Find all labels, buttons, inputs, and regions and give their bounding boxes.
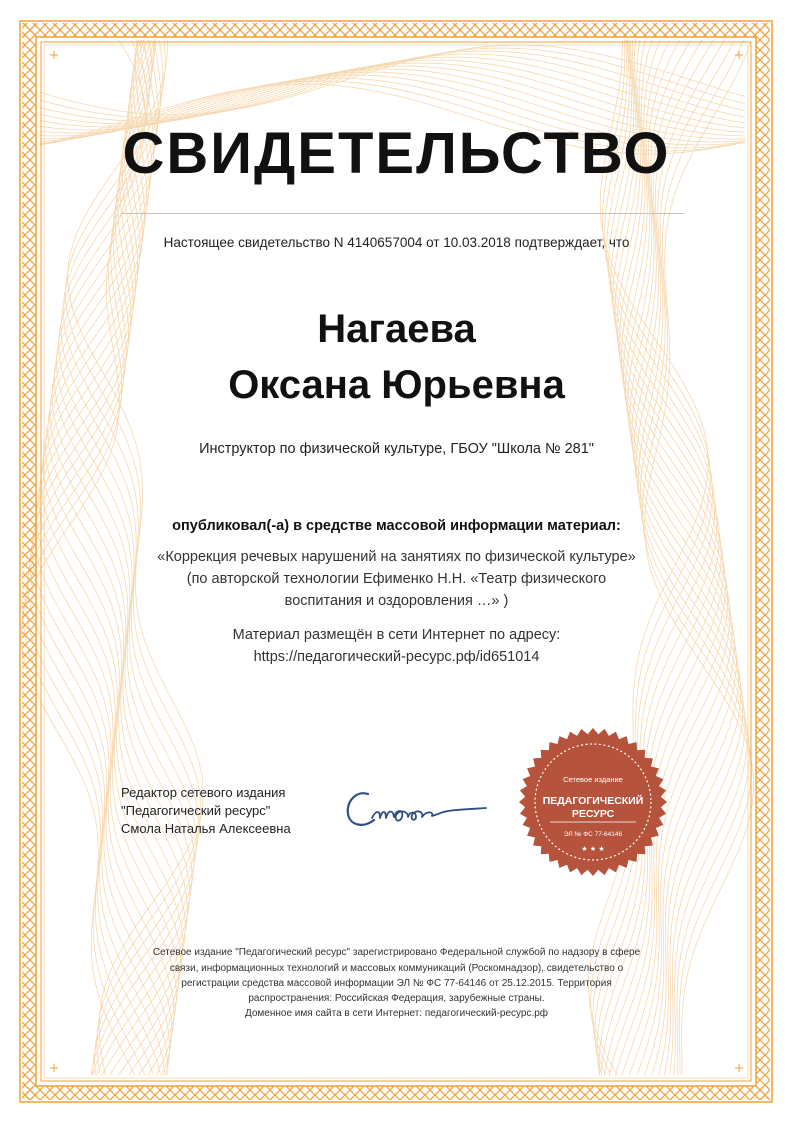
recipient-position: Инструктор по физической культуре, ГБОУ "Школа № 281" <box>199 441 594 457</box>
certificate-intro: Настоящее свидетельство N 4140657004 от 10.03.2018 подтверждает, что <box>163 235 630 250</box>
published-label: опубликовал(-а) в средстве массовой информации материал: <box>172 518 621 534</box>
seal-top-text: Сетевое издание <box>563 775 623 784</box>
footer-line: связи, информационных технологий и массовых коммуникаций (Роскомнадзор), свидетельство о <box>169 963 624 974</box>
material-url: https://педагогический-ресурс.рф/id651014 <box>253 649 540 665</box>
work-title-line: «Коррекция речевых нарушений на занятиях по физической культуре» <box>157 549 636 565</box>
footer-line: распространения: Российская Федерация, зарубежные страны. <box>248 993 545 1004</box>
internet-location-label: Материал размещён в сети Интернет по адресу: <box>232 627 561 643</box>
editor-signature <box>338 780 498 840</box>
seal-name-line1: ПЕДАГОГИЧЕСКИЙ <box>542 795 644 807</box>
editor-publication: "Педагогический ресурс" <box>121 803 271 818</box>
footer-line: Доменное имя сайта в сети Интернет: педагогический-ресурс.рф <box>244 1008 549 1019</box>
editor-title: Редактор сетевого издания <box>121 785 286 800</box>
editor-name: Смола Наталья Алексеевна <box>121 821 291 836</box>
publisher-seal <box>518 727 668 877</box>
seal-name-line2: РЕСУРС <box>571 808 615 820</box>
seal-registration: ЭЛ № ФС 77-64146 <box>563 831 623 838</box>
work-title-line: воспитания и оздоровления …» ) <box>284 593 509 609</box>
seal-stars: ★ ★ ★ <box>581 845 605 853</box>
work-title-line: (по авторской технологии Ефименко Н.Н. «Театр физического <box>186 571 607 587</box>
certificate-title: СВИДЕТЕЛЬСТВО <box>122 121 671 186</box>
title-divider <box>122 213 684 214</box>
recipient-surname: Нагаева <box>317 307 476 351</box>
recipient-given-names: Оксана Юрьевна <box>228 363 565 407</box>
footer-line: Сетевое издание "Педагогический ресурс" зарегистрировано Федеральной службой по надзору в сфере <box>152 947 641 958</box>
footer-line: регистрации средства массовой информации ЭЛ № ФС 77-64146 от 25.12.2015. Территория <box>181 978 612 989</box>
